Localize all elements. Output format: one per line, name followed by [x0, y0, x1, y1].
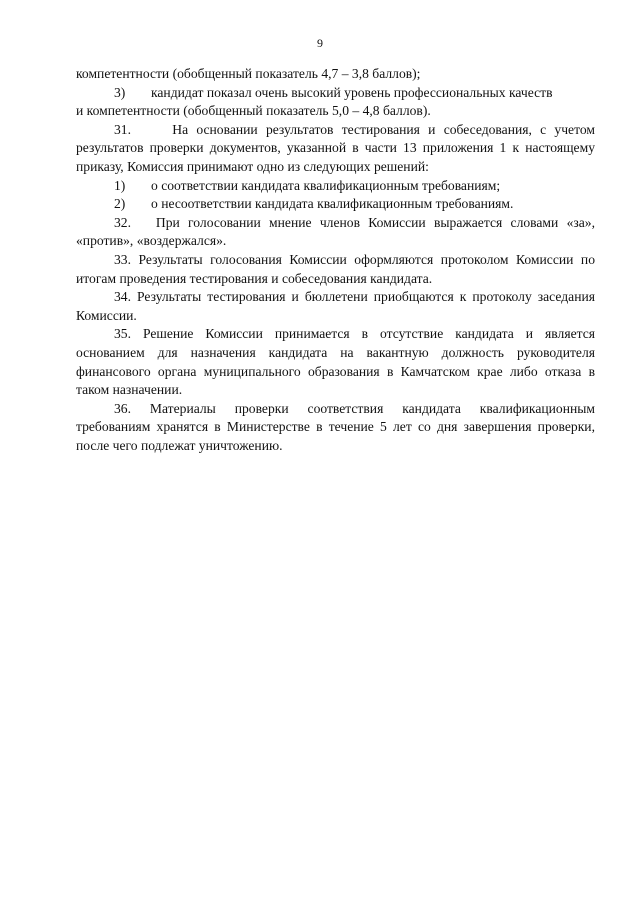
list-item-1 — [76, 177, 595, 196]
list-item-text: кандидат показал очень высокий уровень профессиональных качеств — [151, 84, 553, 100]
list-item-2 — [76, 195, 595, 214]
list-item-3-continuation: и компетентности (обобщенный показатель 5,0 – 4,8 баллов). — [76, 103, 431, 119]
paragraph-continuation: компетентности (обобщенный показатель 4,7 – 3,8 баллов); — [76, 66, 421, 81]
document-body — [76, 65, 595, 455]
list-item-number: 3) — [114, 84, 126, 100]
list-item-number: 2) — [114, 196, 126, 212]
paragraph-35: 35. Решение Комиссии принимается в отсутствие кандидата и является основанием для назначения кандидата на вакантную должность руководителя финансового органа муниципального образования в Камчатском крае либо отказа в таком назначении. — [76, 326, 595, 398]
list-item-text: о несоответствии кандидата квалификационным требованиям. — [151, 196, 514, 212]
paragraph-32: 32. При голосовании мнение членов Комиссии выражается словами «за», «против», «воздержался». — [76, 214, 595, 249]
paragraph-34: 34. Результаты тестирования и бюллетени приобщаются к протоколу заседания Комиссии. — [76, 289, 595, 323]
list-item-3 — [76, 84, 595, 103]
list-item-number: 1) — [114, 177, 126, 193]
paragraph-33: 33. Результаты голосования Комиссии оформляются протоколом Комиссии по итогам проведения тестирования и собеседования кандидата. — [76, 251, 595, 286]
paragraph-31: 31. На основании результатов тестирования и собеседования, с учетом результатов проверки документов, указанной в части 13 приложения 1 к настоящему приказу, Комиссия принимают одно из следующих решений: — [76, 121, 595, 174]
list-item-text: о соответствии кандидата квалификационным требованиям; — [151, 177, 501, 193]
paragraph-36: 36. Материалы проверки соответствия кандидата квалификационным требованиям хранятся в Министерстве в течение 5 лет со дня завершения проверки, после чего подлежат уничтожению. — [76, 400, 595, 453]
page-number: 9 — [317, 36, 323, 50]
